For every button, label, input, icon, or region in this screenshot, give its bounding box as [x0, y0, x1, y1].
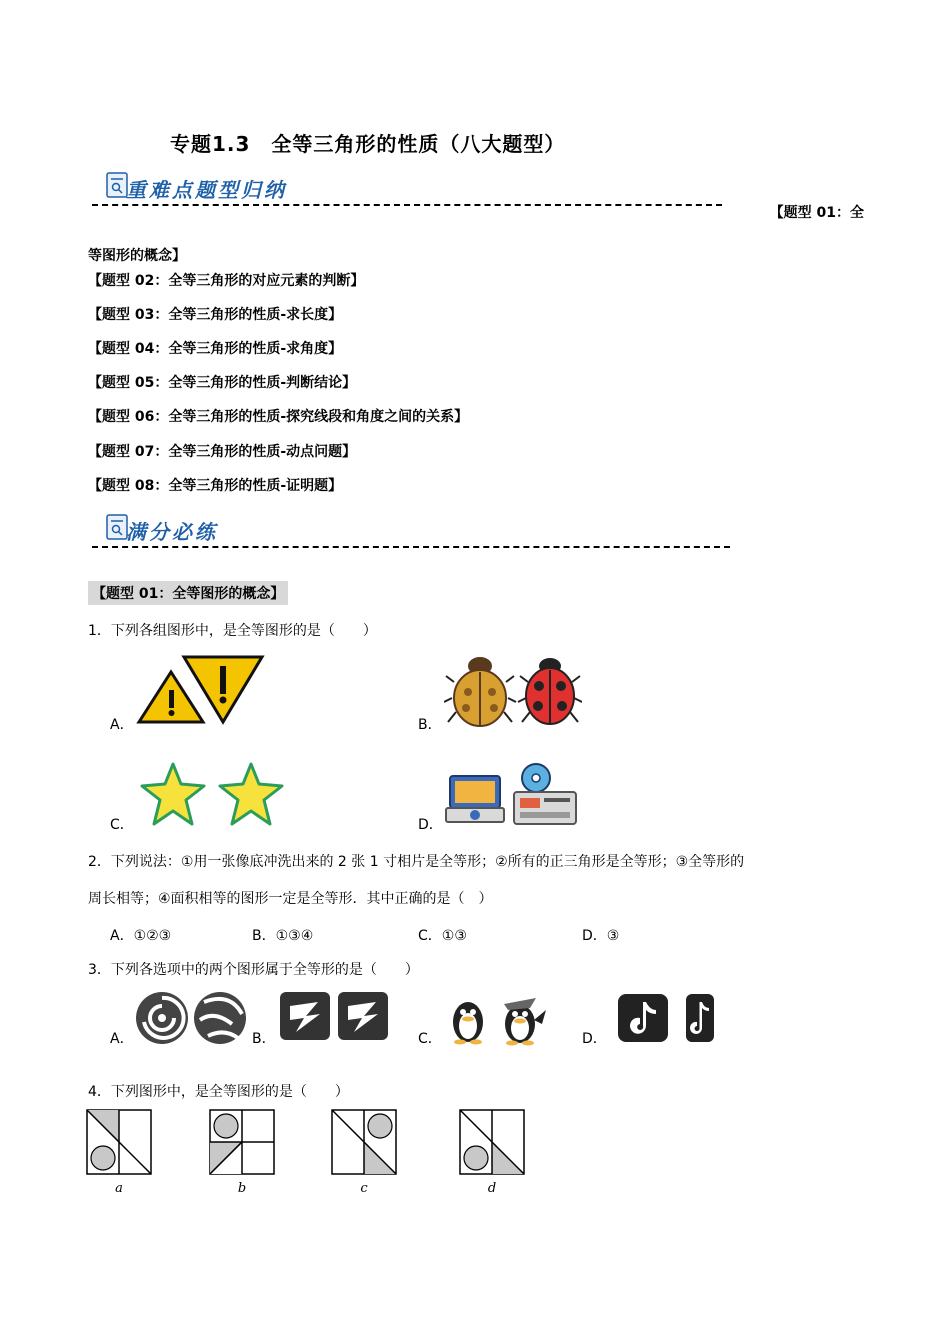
q4-figures — [86, 1108, 536, 1200]
q2-option-c: C．①③ — [418, 928, 467, 944]
q4-figure-d-label: d — [487, 1181, 497, 1196]
q3-option-b-label: B． — [252, 1031, 276, 1047]
toc-item-02: 【题型 02：全等三角形的对应元素的判断】 — [88, 273, 365, 289]
toc-item-01-part1: 【题型 01：全 — [769, 205, 864, 221]
banner-title: 重难点题型归纳 — [126, 178, 287, 202]
q2-option-b: B．①③④ — [252, 928, 314, 944]
toc-item-05: 【题型 05：全等三角形的性质-判断结论】 — [88, 375, 357, 391]
q3-option-a-swirl-logos — [134, 988, 250, 1048]
page-title: 专题1.3 全等三角形的性质（八大题型） — [170, 132, 566, 156]
q1-option-a-label: A． — [110, 717, 134, 733]
q3-option-d-music-logos — [616, 992, 716, 1044]
toc-item-07: 【题型 07：全等三角形的性质-动点问题】 — [88, 444, 357, 460]
toc-item-04: 【题型 04：全等三角形的性质-求角度】 — [88, 341, 343, 357]
question-2-line2: 周长相等；④面积相等的图形一定是全等形．其中正确的是（ ） — [88, 891, 493, 907]
toc-item-08: 【题型 08：全等三角形的性质-证明题】 — [88, 478, 343, 494]
q2-option-d: D．③ — [582, 928, 620, 944]
question-3-stem: 3．下列各选项中的两个图形属于全等形的是（ ） — [88, 962, 419, 978]
q1-option-c-stars — [140, 762, 286, 828]
dashed-divider — [92, 546, 730, 548]
q1-option-d-devices — [444, 762, 582, 828]
q1-option-d-label: D． — [418, 817, 443, 833]
q4-figure-a-label: a — [115, 1181, 123, 1196]
section-label: 【题型 01：全等图形的概念】 — [88, 581, 288, 605]
q3-option-c-penguin-logos — [446, 990, 550, 1046]
q4-figure-c-label: c — [360, 1181, 368, 1196]
banner-title: 满分必练 — [126, 520, 218, 544]
section-banner-key-types — [92, 172, 722, 212]
question-2-line1: 2．下列说法：①用一张像底冲洗出来的 2 张 1 寸相片是全等形；②所有的正三角形是全等形；③全等形的 — [88, 854, 745, 870]
q1-option-c-label: C． — [110, 817, 134, 833]
q1-option-a-warning-signs — [136, 654, 266, 726]
toc-item-03: 【题型 03：全等三角形的性质-求长度】 — [88, 307, 343, 323]
section-banner-practice — [92, 514, 730, 554]
q3-option-b-wing-logos — [278, 990, 390, 1042]
q4-figure-d — [460, 1110, 524, 1196]
q3-option-d-label: D． — [582, 1031, 607, 1047]
q4-figure-b — [210, 1110, 274, 1196]
toc-item-06: 【题型 06：全等三角形的性质-探究线段和角度之间的关系】 — [88, 409, 469, 425]
question-1-stem: 1．下列各组图形中，是全等图形的是（ ） — [88, 623, 377, 639]
question-4-stem: 4．下列图形中，是全等图形的是（ ） — [88, 1084, 349, 1100]
q4-figure-c — [332, 1110, 396, 1196]
document-icon — [106, 172, 128, 198]
q3-option-a-label: A． — [110, 1031, 134, 1047]
q4-figure-a — [87, 1110, 151, 1196]
q3-option-c-label: C． — [418, 1031, 442, 1047]
toc-item-01-part2: 等图形的概念】 — [88, 248, 186, 264]
dashed-divider — [92, 204, 722, 206]
q4-figure-b-label: b — [237, 1181, 247, 1196]
q1-option-b-label: B． — [418, 717, 442, 733]
q1-option-b-beetles — [444, 652, 582, 728]
q2-option-a: A．①②③ — [110, 928, 172, 944]
document-icon — [106, 514, 128, 540]
